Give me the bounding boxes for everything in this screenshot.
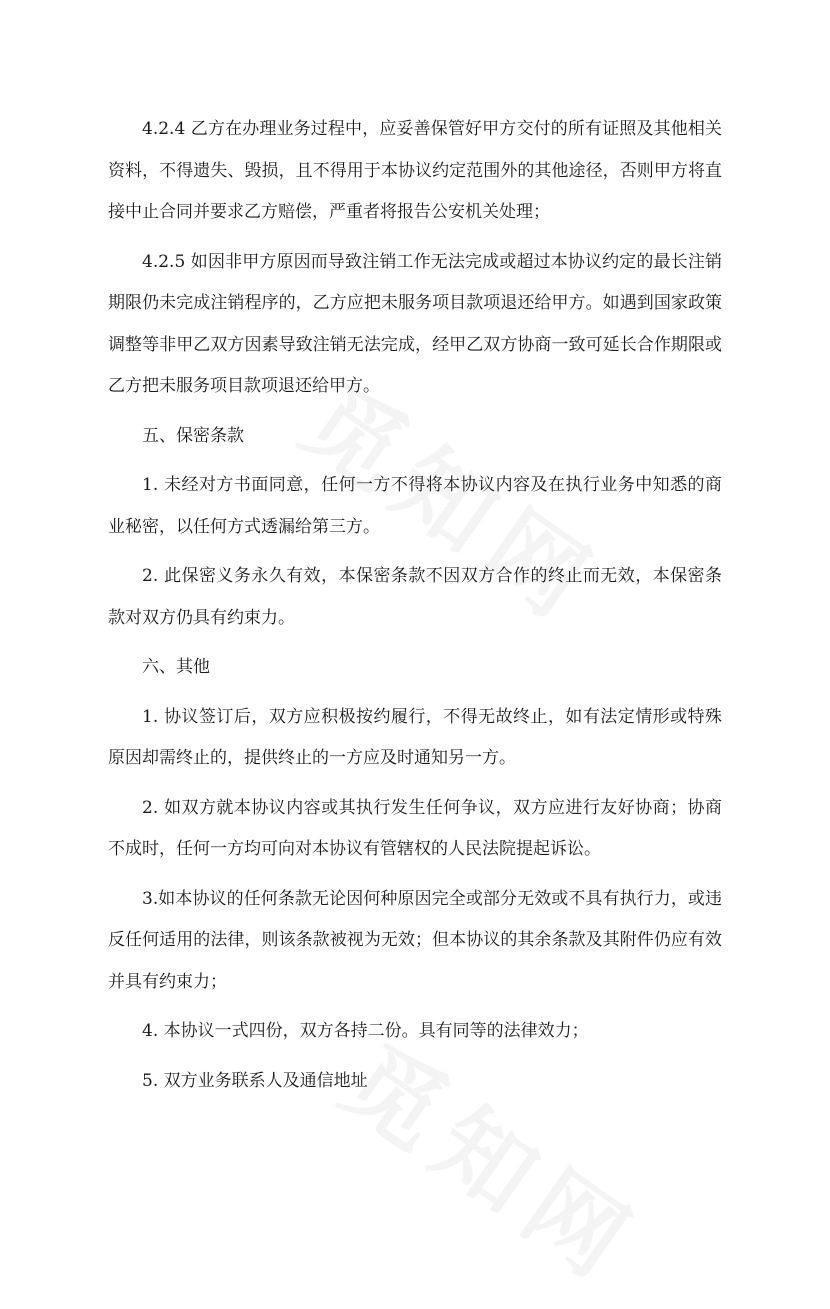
clause-4-2-5: 4.2.5 如因非甲方原因而导致注销工作无法完成或超过本协议约定的最长注销期限仍未完成注销程序的，乙方应把未服务项目款项退还给甲方。如遇到国家政策调整等非甲乙双方因素导致注销无法完成，经甲乙双方协商一致可延长合作期限或乙方把未服务项目款项退还给甲方。 <box>108 251 722 396</box>
confidentiality-clause-2: 2. 此保密义务永久有效，本保密条款不因双方合作的终止而无效，本保密条款对双方仍具有约束力。 <box>108 566 722 628</box>
other-clause-4: 4. 本协议一式四份，双方各持二份。具有同等的法律效力； <box>142 1021 589 1041</box>
other-clause-1: 1. 协议签订后，双方应积极按约履行，不得无故终止，如有法定情形或特殊原因却需终止的，提供终止的一方应及时通知另一方。 <box>108 706 722 768</box>
document-body <box>108 109 722 1110</box>
section-heading-other: 六、其他 <box>142 657 210 677</box>
clause-4-2-4: 4.2.4 乙方在办理业务过程中，应妥善保管好甲方交付的所有证照及其他相关资料，不得遗失、毁损，且不得用于本协议约定范围外的其他途径，否则甲方将直接中止合同并要求乙方赔偿，严重者将报告公安机关处理； <box>108 119 722 222</box>
other-clause-3: 3.如本协议的任何条款无论因何种原因完全或部分无效或不具有执行力，或违反任何适用的法律，则该条款被视为无效；但本协议的其余条款及其附件仍应有效并具有约束力； <box>108 888 722 992</box>
other-clause-5: 5. 双方业务联系人及通信地址 <box>142 1070 368 1091</box>
section-heading-confidentiality: 五、保密条款 <box>142 425 244 446</box>
other-clause-2: 2. 如双方就本协议内容或其执行发生任何争议，双方应进行友好协商；协商不成时，任何一方均可向对本协议有管辖权的人民法院提起诉讼。 <box>108 797 722 859</box>
confidentiality-clause-1: 1. 未经对方书面同意，任何一方不得将本协议内容及在执行业务中知悉的商业秘密，以任何方式透漏给第三方。 <box>108 475 722 537</box>
